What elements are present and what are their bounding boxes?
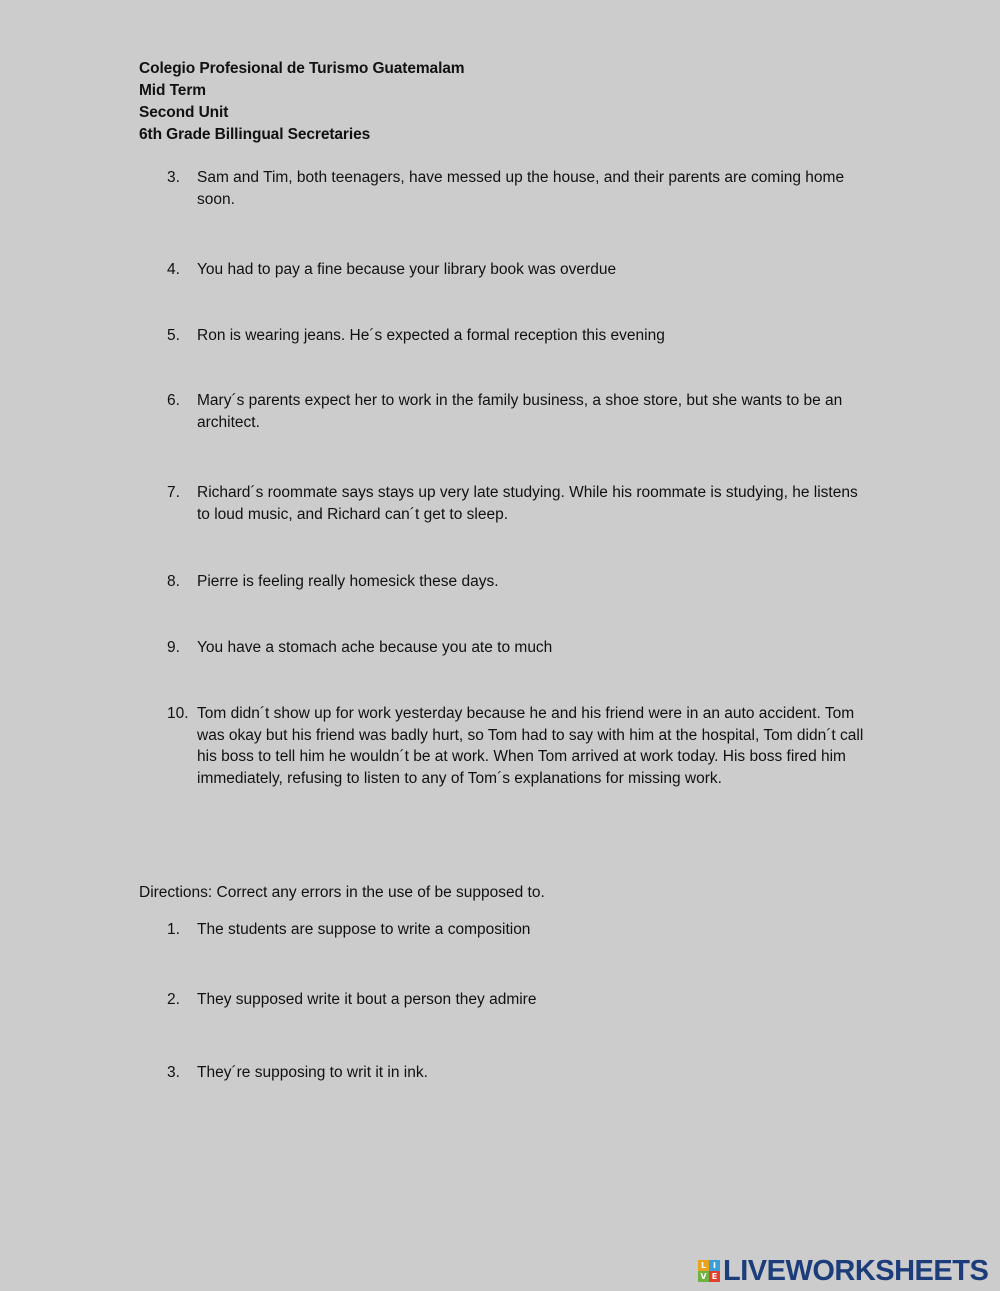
item-text: Mary´s parents expect her to work in the family business, a shoe store, but she wants to be an architect. [197, 392, 843, 431]
item-text: You have a stomach ache because you ate to much [197, 639, 553, 656]
item-text: Sam and Tim, both teenagers, have messed up the house, and their parents are coming home soon. [197, 169, 845, 208]
liveworksheets-logo[interactable] [698, 1256, 988, 1286]
correction-item [167, 919, 867, 941]
logo-icon-letter: E [709, 1271, 720, 1282]
unit-title: Second Unit [139, 104, 229, 121]
item-number: 7. [167, 484, 180, 501]
logo-icon-letter: V [698, 1271, 709, 1282]
logo-text: LIVEWORKSHEETS [723, 1255, 989, 1287]
item-number: 9. [167, 639, 180, 656]
item-number: 1. [167, 921, 180, 938]
item-number: 5. [167, 327, 180, 344]
item-text: They´re supposing to writ it in ink. [197, 1064, 428, 1081]
correction-item [167, 989, 867, 1011]
liveworksheets-logo-icon [698, 1260, 720, 1282]
situation-item [167, 390, 867, 433]
correction-item [167, 1062, 867, 1084]
situation-item [167, 482, 867, 525]
grade-title: 6th Grade Billingual Secretaries [139, 126, 371, 143]
item-text: They supposed write it bout a person they admire [197, 991, 537, 1008]
logo-icon-letter: L [698, 1260, 709, 1271]
situation-item [167, 637, 867, 659]
item-number: 10. [167, 705, 189, 722]
directions-text: Directions: Correct any errors in the use of be supposed to. [139, 884, 545, 901]
item-number: 4. [167, 261, 180, 278]
item-text: Pierre is feeling really homesick these days. [197, 573, 499, 590]
item-text: Ron is wearing jeans. He´s expected a formal reception this evening [197, 327, 665, 344]
item-text: Richard´s roommate says stays up very late studying. While his roommate is studying, he listens to loud music, and Richard can´t get to sleep. [197, 484, 858, 523]
item-text: The students are suppose to write a composition [197, 921, 531, 938]
item-number: 3. [167, 169, 180, 186]
item-text: Tom didn´t show up for work yesterday because he and his friend were in an auto accident. Tom was okay but his friend was badly hurt, so Tom had to say with him at the hospital, Tom didn´t call his boss to tell him he wouldn´t be at work. When Tom arrived at work today. His boss fired him immediately, refusing to listen to any of Tom´s explanations for missing work. [197, 705, 864, 788]
school-name: Colegio Profesional de Turismo Guatemalam [139, 60, 465, 77]
exam-title: Mid Term [139, 82, 206, 99]
item-number: 8. [167, 573, 180, 590]
situation-item [167, 703, 867, 790]
item-text: You had to pay a fine because your library book was overdue [197, 261, 617, 278]
item-number: 6. [167, 392, 180, 409]
situation-item [167, 167, 867, 210]
document-header [139, 58, 465, 146]
situation-item [167, 571, 867, 593]
situation-item [167, 259, 867, 281]
item-number: 3. [167, 1064, 180, 1081]
situation-item [167, 325, 867, 347]
logo-icon-letter: I [709, 1260, 720, 1271]
item-number: 2. [167, 991, 180, 1008]
